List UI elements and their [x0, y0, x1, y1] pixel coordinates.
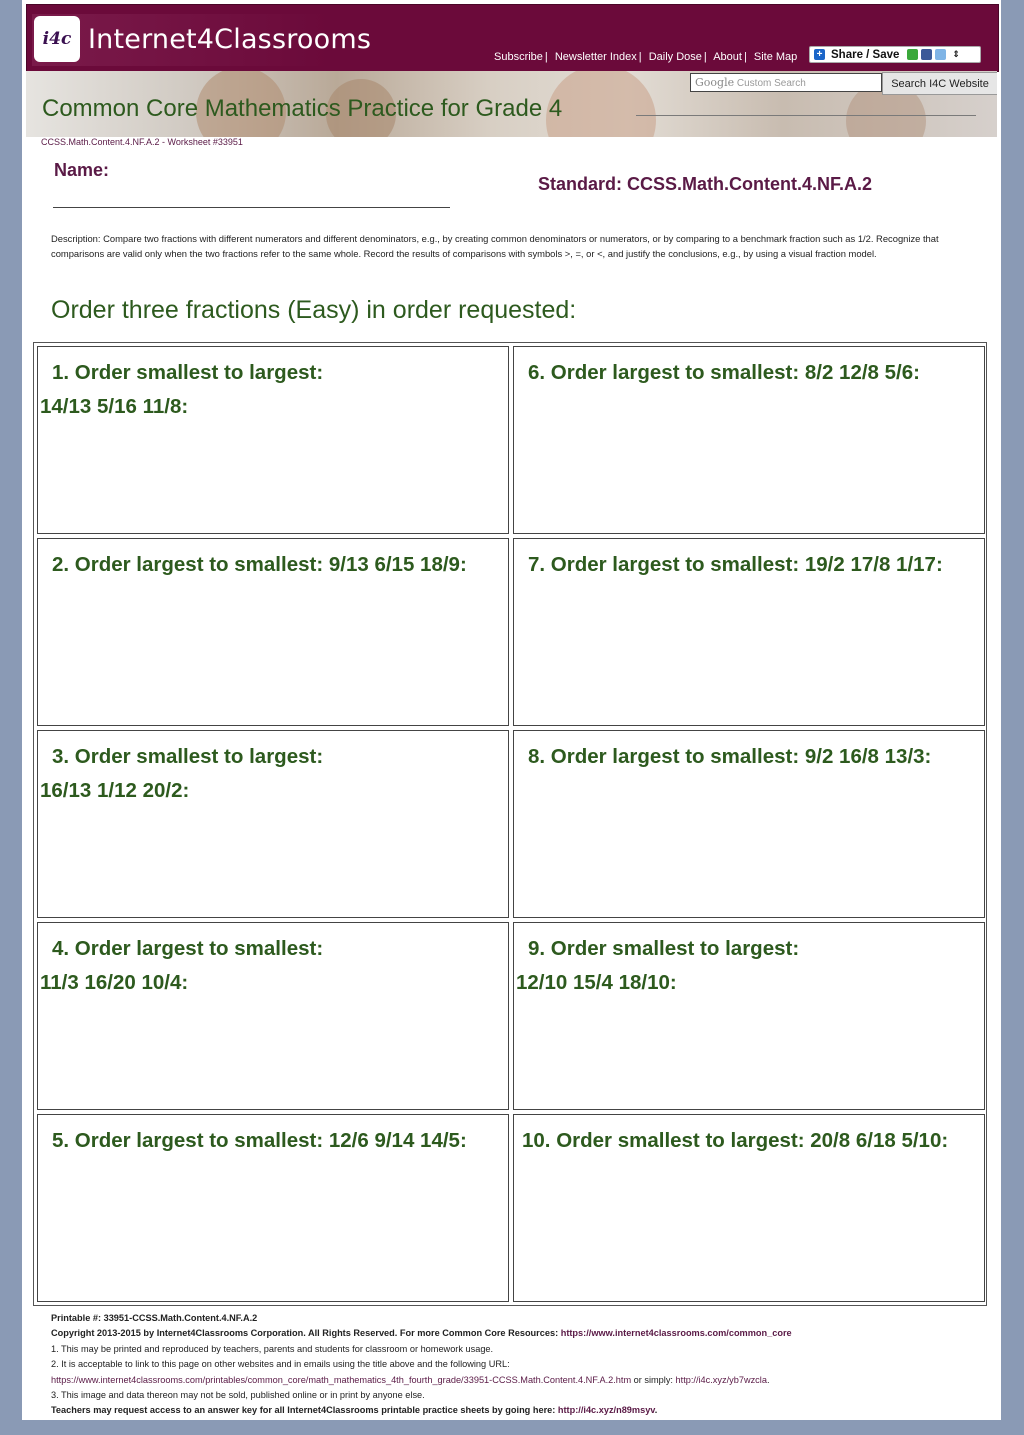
nav-newsletter-index[interactable]: Newsletter Index [554, 51, 637, 63]
problem-lead: 7. Order largest to smallest: 19/2 17/8 1/17: [528, 553, 943, 576]
search-brand: Google [695, 76, 735, 89]
twitter-icon [935, 49, 946, 60]
problem-grid [33, 342, 987, 1306]
problem-lead: 1. Order smallest to largest: [52, 361, 324, 384]
problem-text [516, 548, 984, 582]
answer-key-link[interactable]: http://i4c.xyz/n89msyv [557, 1405, 655, 1416]
breadcrumb: CCSS.Math.Content.4.NF.A.2 - Worksheet #33951 [41, 137, 243, 147]
i4c-logo-icon: i4c [34, 16, 80, 62]
nav-daily-dose[interactable]: Daily Dose [648, 51, 702, 63]
title-rule [636, 115, 976, 116]
problem-lead: 10. Order smallest to largest: 20/8 6/18 5/10: [522, 1129, 949, 1152]
problem-cell [37, 922, 509, 1110]
problem-lead: 9. Order smallest to largest: [528, 937, 800, 960]
chevron-updown-icon: ⇕ [952, 49, 960, 59]
problem-cell [513, 538, 985, 726]
common-core-link[interactable]: https://www.internet4classrooms.com/common_core [560, 1328, 792, 1339]
nav-about[interactable]: About [713, 51, 742, 63]
problem-fractions: 16/13 1/12 20/2: [40, 779, 190, 802]
problem-cell [513, 730, 985, 918]
problem-cell [37, 538, 509, 726]
problem-text [516, 356, 984, 390]
share-label: Share / Save [831, 48, 900, 61]
site-logo[interactable] [32, 14, 372, 66]
search-button[interactable]: Search I4C Website [882, 72, 997, 95]
logo-text: Internet4Classrooms [88, 24, 372, 55]
worksheet-url-link[interactable]: https://www.internet4classrooms.com/printables/common_core/math_mathematics_4th_fourth_grade/33951-CCSS.Math.Content.4.NF.A.2.htm [51, 1374, 632, 1385]
standard-description: Description: Compare two fractions with different numerators and different denominators, e.g., by creating common denominators or numerators, or by comparing to a benchmark fraction such as 1/2. Recognize that comparisons are valid only when the two fractions refer to the same whole. Record the results of comparisons with symbols >, =, or <, and justify the conclusions, e.g., by using a visual fraction model. [51, 233, 939, 259]
problem-lead: 5. Order largest to smallest: 12/6 9/14 14/5: [52, 1129, 467, 1152]
problem-lead: 2. Order largest to smallest: 9/13 6/15 18/9: [52, 553, 467, 576]
problem-text [40, 1124, 508, 1158]
page-title: Common Core Mathematics Practice for Grade 4 [42, 95, 563, 122]
problem-cell [37, 346, 509, 534]
printable-number: Printable #: 33951-CCSS.Math.Content.4.NF.A.2 [51, 1313, 258, 1323]
share-icon [907, 49, 918, 60]
problem-text [40, 356, 508, 424]
name-line [53, 207, 450, 208]
problem-fractions: 14/13 5/16 11/8: [40, 395, 189, 418]
answer-key-text: Teachers may request access to an answer key for all Internet4Classrooms printable practice sheets by going here: [51, 1405, 556, 1416]
problem-text [40, 548, 508, 582]
problem-lead: 8. Order largest to smallest: 9/2 16/8 13/3: [528, 745, 932, 768]
problem-cell [513, 346, 985, 534]
banner-photo [546, 71, 656, 137]
search-placeholder: Custom Search [736, 78, 806, 89]
page-footer: Printable #: 33951-CCSS.Math.Content.4.NF.A.2 Copyright 2013-2015 by Internet4Classrooms Corporation. All Rights Reserved. For more Common Core Resources: https://www.internet4classrooms.com/common_core 1. This may be printed and reproduced by teachers, parents and students for classroom or homework usage. 2. It is acceptable to link to this page on other websites and in emails using the title above and the following URL: https://www.internet4classrooms.com/printables/common_core/math_mathematics_4th_fourth_grade/33951-CCSS.Math.Content.4.NF.A.2.htm or simply: http://i4c.xyz/yb7wzcla. 3. This image and data thereon may not be sold, published online or in print by anyone else. Teachers may request access to an answer key for all Internet4Classrooms printable practice sheets by going here: http://i4c.xyz/n89msyv. [51, 1311, 981, 1419]
name-label: Name: [54, 160, 110, 180]
facebook-icon [921, 49, 932, 60]
problem-lead: 3. Order smallest to largest: [52, 745, 324, 768]
problem-fractions: 11/3 16/20 10/4: [40, 971, 189, 994]
usage-note-1: 1. This may be printed and reproduced by teachers, parents and students for classroom or homework usage. [51, 1343, 494, 1354]
top-nav: Subscribe | Newsletter Index | Daily Dose | About | Site Map [494, 51, 798, 63]
url-separator: or simply: [631, 1374, 676, 1385]
usage-note-3: 3. This image and data thereon may not be sold, published online or in print by anyone else. [51, 1390, 425, 1401]
problem-lead: 4. Order largest to smallest: [52, 937, 324, 960]
copyright-text: Copyright 2013-2015 by Internet4Classrooms Corporation. All Rights Reserved. For more Common Core Resources: [51, 1328, 559, 1339]
site-header [26, 4, 999, 72]
problem-cell [37, 1114, 509, 1302]
problem-text [516, 740, 984, 774]
problem-cell [37, 730, 509, 918]
problem-text [40, 740, 508, 808]
problem-fractions: 12/10 15/4 18/10: [516, 971, 677, 994]
problem-text [40, 932, 508, 1000]
plus-icon: + [814, 49, 825, 60]
problem-text [516, 1124, 984, 1158]
share-save-button[interactable] [809, 46, 981, 63]
worksheet-page [22, 0, 1001, 1420]
problem-text [516, 932, 984, 1000]
standard-label: Standard: CCSS.Math.Content.4.NF.A.2 [538, 174, 873, 194]
problem-lead: 6. Order largest to smallest: 8/2 12/8 5/6: [528, 361, 920, 384]
nav-subscribe[interactable]: Subscribe [494, 51, 543, 63]
usage-note-2: 2. It is acceptable to link to this page on other websites and in emails using the title above and the following URL: [51, 1359, 510, 1370]
search-input[interactable] [690, 73, 882, 92]
problem-cell [513, 922, 985, 1110]
problem-cell [513, 1114, 985, 1302]
nav-site-map[interactable]: Site Map [753, 51, 798, 63]
instruction-heading: Order three fractions (Easy) in order requested: [51, 296, 577, 324]
short-url-link[interactable]: http://i4c.xyz/yb7wzcla [675, 1374, 767, 1385]
banner [26, 71, 997, 137]
